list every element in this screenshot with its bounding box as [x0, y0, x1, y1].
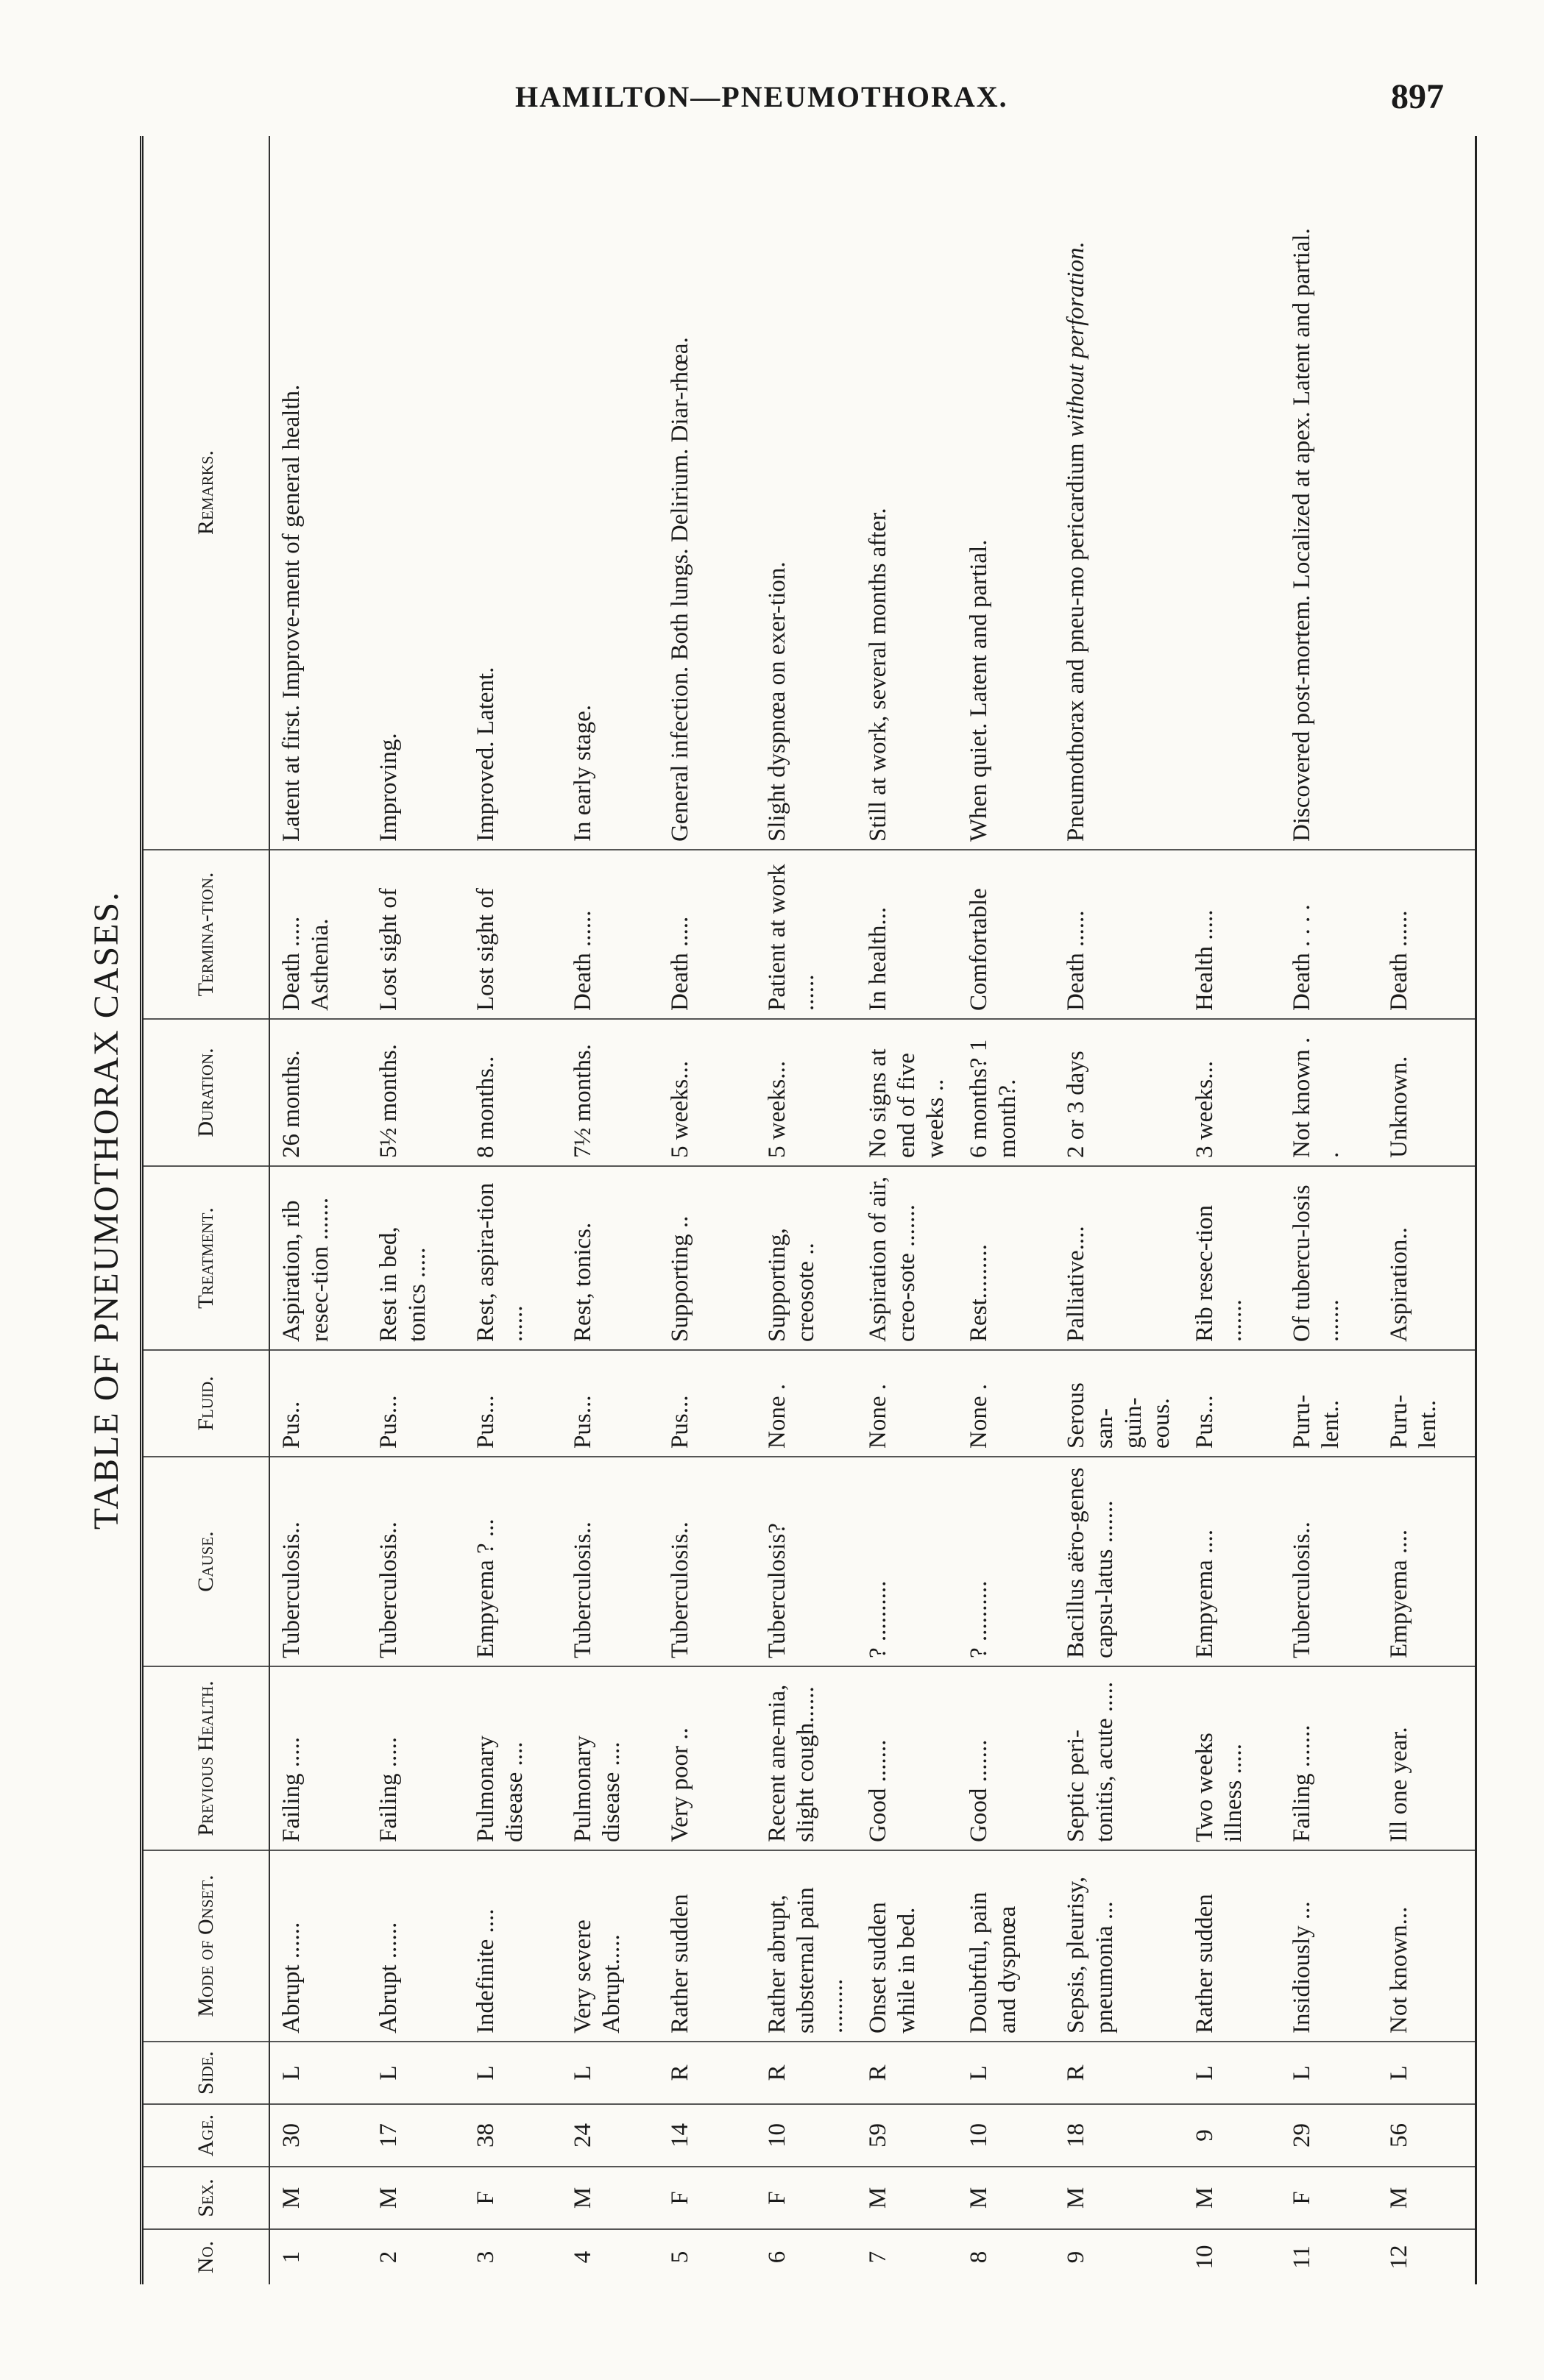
pneumothorax-table	[140, 136, 1477, 2284]
cell-treatment: Rest, aspira-tion ......	[464, 1166, 562, 1350]
table-row	[269, 136, 367, 2284]
cell-treatment: Supporting ..	[659, 1166, 756, 1350]
cell-side: L	[1378, 2042, 1476, 2104]
col-header: Fluid.	[142, 1350, 270, 1457]
cell-no: 12	[1378, 2229, 1476, 2284]
cell-duration: Unknown.	[1378, 1019, 1476, 1166]
cell-cause: Tuberculosis..	[659, 1457, 756, 1666]
cell-no: 10	[1191, 2245, 1219, 2270]
cell-termination: Lost sight of	[367, 850, 464, 1019]
cell-health: Good .......	[857, 1666, 957, 1850]
header-row	[142, 136, 270, 2284]
table-row	[957, 136, 1055, 2284]
cell-health: Very poor ..	[659, 1666, 756, 1850]
cell-onset: Onset sudden while in bed.	[857, 1850, 957, 2042]
col-header: Side.	[142, 2042, 270, 2104]
cell-termination: Health .....	[1183, 850, 1281, 1019]
cell-termination: Death . . . .	[1281, 850, 1378, 1019]
cell-treatment: Aspiration, rib resec-tion .......	[269, 1166, 367, 1350]
cell-health: Recent ane-mia, slight cough......	[756, 1666, 857, 1850]
cell-termination: Comfortable	[957, 850, 1055, 1019]
cell-treatment: Of tubercu-losis .......	[1281, 1166, 1378, 1350]
cell-fluid: None .	[857, 1350, 957, 1457]
table-row	[1183, 136, 1281, 2284]
cell-termination: Death ......	[1055, 850, 1184, 1019]
col-header: Termina-tion.	[142, 850, 270, 1019]
cell-fluid: None .	[957, 1350, 1055, 1457]
cell-fluid: Pus...	[367, 1350, 464, 1457]
cell-onset: Insidiously ...	[1281, 1850, 1378, 2042]
cell-onset: Sepsis, pleurisy, pneumonia ...	[1055, 1850, 1184, 2042]
cell-side: L	[1183, 2042, 1281, 2104]
cell-health: Good .......	[957, 1666, 1055, 1850]
cell-onset: Very severe Abrupt.....	[562, 1850, 659, 2042]
cell-remarks: Improving.	[367, 136, 464, 850]
cell-remarks: When quiet. Latent and partial.	[957, 136, 1055, 850]
cell-sex: M	[857, 2167, 957, 2229]
cell-sex: F	[659, 2167, 756, 2229]
cell-sex: F	[756, 2167, 857, 2229]
cell-duration: 5 weeks...	[756, 1019, 857, 1166]
cell-side: L	[464, 2042, 562, 2104]
cell-fluid: Pus...	[464, 1350, 562, 1457]
table-row	[756, 136, 857, 2284]
cell-age: 24	[562, 2104, 659, 2167]
cell-no: 1	[278, 2251, 305, 2264]
cell-health: Pulmonary disease ....	[562, 1666, 659, 1850]
cell-sex: M	[1378, 2167, 1476, 2229]
cell-termination: Death .....	[659, 850, 756, 1019]
cell-sex: F	[464, 2167, 562, 2229]
table-title: TABLE OF PNEUMOTHORAX CASES.	[87, 890, 126, 1530]
cell-health: Failing .....	[367, 1666, 464, 1850]
col-header: No.	[142, 2229, 270, 2284]
cell-no: 11	[1289, 2245, 1316, 2269]
cell-remarks: In early stage.	[562, 136, 659, 850]
cell-cause: Tuberculosis..	[269, 1457, 367, 1666]
cell-termination: Death ..... Asthenia.	[269, 850, 367, 1019]
cell-termination: Lost sight of	[464, 850, 562, 1019]
remarks-italic-text: without perforation.	[1062, 241, 1089, 438]
cell-termination: Death ......	[562, 850, 659, 1019]
cell-onset: Rather sudden	[659, 1850, 756, 2042]
cell-age: 29	[1281, 2104, 1378, 2167]
cell-age: 17	[367, 2104, 464, 2167]
cell-sex: M	[367, 2167, 464, 2229]
table-row	[562, 136, 659, 2284]
cell-duration: 6 months? 1 month?.	[957, 1019, 1055, 1166]
cell-remarks: Improved. Latent.	[464, 136, 562, 850]
table-row	[464, 136, 562, 2284]
cell-sex: M	[1183, 2167, 1281, 2229]
cell-remarks: General infection. Both lungs. Delirium. Diar-rhœa.	[659, 136, 756, 850]
cell-duration: 5 weeks...	[659, 1019, 756, 1166]
cell-onset: Indefinite ....	[464, 1850, 562, 2042]
cell-sex: M	[957, 2167, 1055, 2229]
col-header: Previous Health.	[142, 1666, 270, 1850]
table-row	[857, 136, 957, 2284]
cell-age: 30	[269, 2104, 367, 2167]
cell-age: 38	[464, 2104, 562, 2167]
cell-duration: 2 or 3 days	[1055, 1019, 1184, 1166]
cell-no: 6	[764, 2251, 790, 2264]
cell-fluid: Puru-lent..	[1281, 1350, 1378, 1457]
col-header: Sex.	[142, 2167, 270, 2229]
cell-cause: Empyema ? ...	[464, 1457, 562, 1666]
page-number: 897	[1391, 77, 1444, 116]
cell-health: Pulmonary disease ....	[464, 1666, 562, 1850]
cell-cause: Empyema ....	[1183, 1457, 1281, 1666]
cell-sex: F	[1281, 2167, 1378, 2229]
cell-onset: Abrupt ......	[269, 1850, 367, 2042]
cell-fluid: Puru-lent..	[1378, 1350, 1476, 1457]
cell-cause: ? ..........	[957, 1457, 1055, 1666]
cell-sex: M	[269, 2167, 367, 2229]
cell-duration: Not known . .	[1281, 1019, 1378, 1166]
cell-health: Ill one year.	[1378, 1666, 1476, 1850]
cell-remarks: Still at work, several months after.	[857, 136, 957, 850]
cell-duration: 3 weeks...	[1183, 1019, 1281, 1166]
cell-fluid: Serous san-guin-eous.	[1055, 1350, 1184, 1457]
cell-sex: M	[1055, 2167, 1184, 2229]
cell-termination: Patient at work ......	[756, 850, 857, 1019]
cell-side: L	[367, 2042, 464, 2104]
cell-onset: Not known...	[1378, 1850, 1476, 2042]
cell-remarks	[1055, 136, 1184, 850]
cell-age: 56	[1378, 2104, 1476, 2167]
cell-age: 18	[1055, 2104, 1184, 2167]
cell-no: 5	[667, 2251, 693, 2264]
remarks-text: Pneumothorax and pneu-mo pericardium	[1062, 437, 1089, 842]
cell-no: 4	[570, 2251, 596, 2264]
cell-cause: Tuberculosis?	[756, 1457, 857, 1666]
cell-side: R	[659, 2042, 756, 2104]
cell-side: R	[857, 2042, 957, 2104]
cell-onset: Abrupt ......	[367, 1850, 464, 2042]
cell-duration: 8 months..	[464, 1019, 562, 1166]
cell-duration: 26 months.	[269, 1019, 367, 1166]
cell-health: Septic peri-tonitis, acute .....	[1055, 1666, 1184, 1850]
table-row	[1378, 136, 1476, 2284]
cell-onset: Rather abrupt, substernal pain .........	[756, 1850, 857, 2042]
running-head: HAMILTON—PNEUMOTHORAX.	[515, 80, 1008, 113]
cell-treatment: Rest, tonics.	[562, 1166, 659, 1350]
cell-cause: Bacillus aëro-genes capsu-latus .......	[1055, 1457, 1184, 1666]
cell-duration: No signs at end of five weeks ..	[857, 1019, 957, 1166]
cell-health: Failing .....	[269, 1666, 367, 1850]
cell-fluid: Pus...	[1183, 1350, 1281, 1457]
cell-age: 10	[756, 2104, 857, 2167]
cell-cause: Empyema ....	[1378, 1457, 1476, 1666]
cell-remarks	[1378, 136, 1476, 850]
cell-fluid: Pus..	[269, 1350, 367, 1457]
cell-side: L	[562, 2042, 659, 2104]
cell-no: 9	[1062, 2251, 1089, 2264]
cell-onset: Doubtful, pain and dyspnœa	[957, 1850, 1055, 2042]
col-header: Mode of Onset.	[142, 1850, 270, 2042]
cell-cause: Tuberculosis..	[562, 1457, 659, 1666]
cell-age: 59	[857, 2104, 957, 2167]
cell-onset: Rather sudden	[1183, 1850, 1281, 2042]
cell-health: Two weeks illness .....	[1183, 1666, 1281, 1850]
cell-no: 7	[864, 2251, 891, 2264]
cell-no: 8	[965, 2251, 992, 2264]
cell-health: Failing .......	[1281, 1666, 1378, 1850]
table-row	[659, 136, 756, 2284]
cell-sex: M	[562, 2167, 659, 2229]
cell-fluid: Pus...	[562, 1350, 659, 1457]
col-header: Treatment.	[142, 1166, 270, 1350]
cell-fluid: None .	[756, 1350, 857, 1457]
cell-treatment: Rest in bed, tonics .....	[367, 1166, 464, 1350]
cell-cause: Tuberculosis..	[1281, 1457, 1378, 1666]
table-row	[1281, 136, 1378, 2284]
table-row	[1055, 136, 1184, 2284]
cell-remarks: Latent at first. Improve-ment of general health.	[269, 136, 367, 850]
cell-duration: 5½ months.	[367, 1019, 464, 1166]
cell-age: 9	[1183, 2104, 1281, 2167]
cell-treatment: Palliative....	[1055, 1166, 1184, 1350]
cell-termination: Death ......	[1378, 850, 1476, 1019]
cell-treatment: Aspiration of air, creo-sote .......	[857, 1166, 957, 1350]
cell-termination: In health...	[857, 850, 957, 1019]
cell-treatment: Aspiration..	[1378, 1166, 1476, 1350]
cell-remarks: Discovered post-mortem. Localized at apex. Latent and partial.	[1281, 136, 1378, 850]
cell-fluid: Pus...	[659, 1350, 756, 1457]
cell-no: 3	[472, 2251, 499, 2264]
cell-treatment: Rest.........	[957, 1166, 1055, 1350]
cell-age: 10	[957, 2104, 1055, 2167]
col-header: Age.	[142, 2104, 270, 2167]
cell-treatment: Rib resec-tion .......	[1183, 1166, 1281, 1350]
col-header: Duration.	[142, 1019, 270, 1166]
cell-side: R	[756, 2042, 857, 2104]
cell-side: R	[1055, 2042, 1184, 2104]
cell-cause: ? ..........	[857, 1457, 957, 1666]
cell-no: 2	[375, 2251, 402, 2264]
cell-side: L	[269, 2042, 367, 2104]
cell-remarks: Slight dyspnœa on exer-tion.	[756, 136, 857, 850]
cell-side: L	[1281, 2042, 1378, 2104]
cell-side: L	[957, 2042, 1055, 2104]
table-row	[367, 136, 464, 2284]
col-header: Remarks.	[142, 136, 270, 850]
cell-duration: 7½ months.	[562, 1019, 659, 1166]
rotated-table-block	[74, 136, 1442, 2284]
cell-remarks	[1183, 136, 1281, 850]
cell-treatment: Supporting, creosote ..	[756, 1166, 857, 1350]
col-header: Cause.	[142, 1457, 270, 1666]
cell-age: 14	[659, 2104, 756, 2167]
cell-cause: Tuberculosis..	[367, 1457, 464, 1666]
